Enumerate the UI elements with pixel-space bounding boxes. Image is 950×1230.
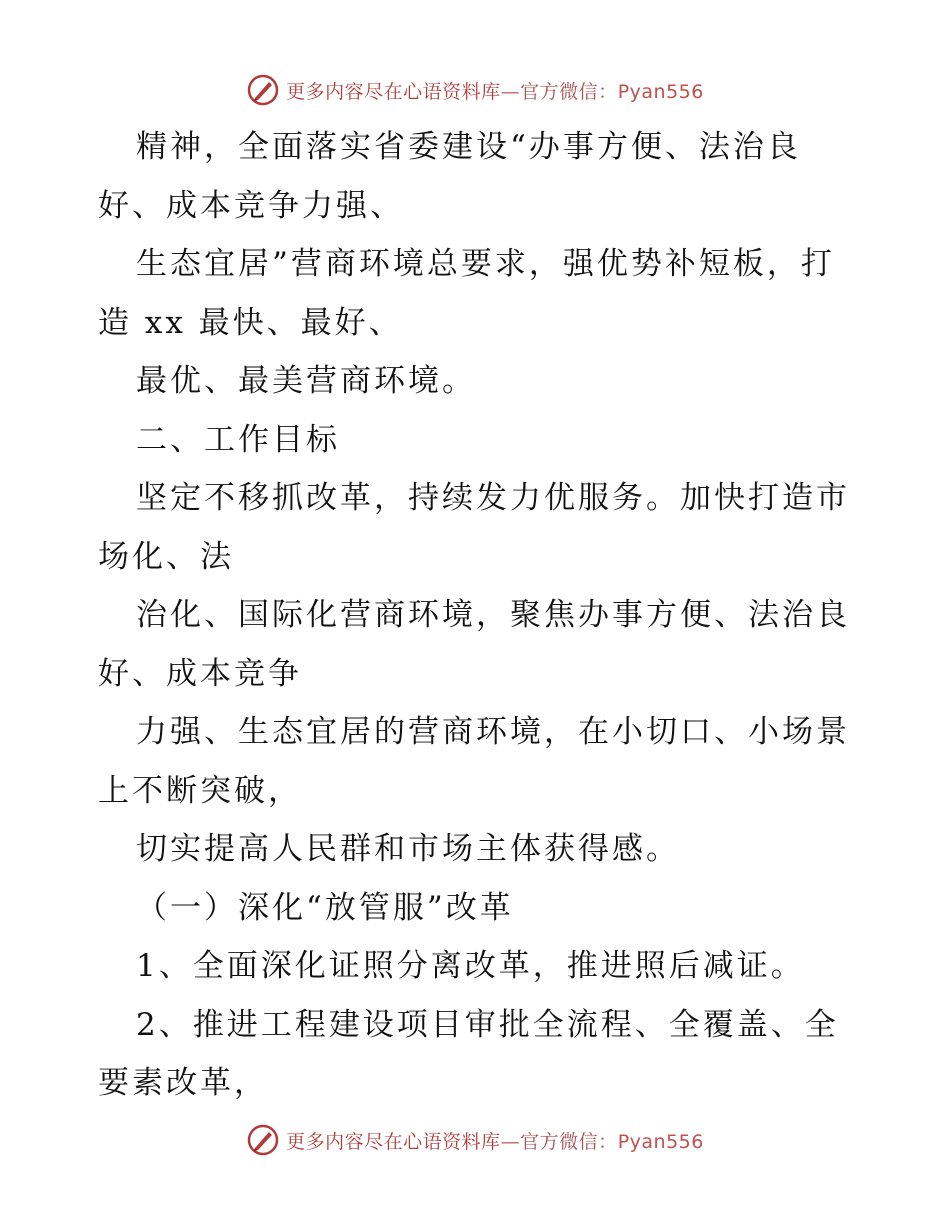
text-line-13: 切实提高人民群和市场主体获得感。 bbox=[136, 831, 680, 867]
watermark-wechat: 官方微信： bbox=[520, 1130, 618, 1153]
section-heading-work-goals: 二、工作目标 bbox=[136, 421, 340, 458]
text-line-2: 好、成本竞争力强、 bbox=[98, 187, 404, 224]
text-line-3: 生态宜居”营商环境总要求，强优势补短板，打 bbox=[136, 246, 835, 282]
footer-watermark bbox=[0, 1120, 950, 1160]
watermark-separator: — bbox=[500, 80, 521, 103]
header-watermark bbox=[0, 70, 950, 110]
watermark-id: Pyan556 bbox=[617, 1130, 704, 1153]
pen-circle-logo-icon bbox=[246, 73, 280, 107]
text-line-8: 场化、法 bbox=[98, 538, 234, 575]
list-item-1: 1、全面深化证照分离改革，推进照后减证。 bbox=[136, 948, 805, 984]
text-line-11: 力强、生态宜居的营商环境，在小切口、小场景 bbox=[136, 714, 850, 750]
text-line-4: 造 xx 最快、最好、 bbox=[98, 304, 403, 341]
text-line-12: 上不断突破， bbox=[98, 772, 302, 809]
watermark-main: 更多内容尽在心语资料库 bbox=[286, 80, 501, 103]
text-line-10: 好、成本竞争 bbox=[98, 655, 302, 692]
list-item-2-continued: 要素改革， bbox=[98, 1065, 268, 1101]
text-line-5: 最优、最美营商环境。 bbox=[136, 363, 476, 399]
text-line-1: 精神，全面落实省委建设“办事方便、法治良 bbox=[136, 129, 801, 165]
watermark-wechat: 官方微信： bbox=[520, 80, 618, 103]
subsection-heading-reform: （一）深化“放管服”改革 bbox=[136, 889, 514, 926]
pen-circle-logo-icon bbox=[246, 1123, 280, 1157]
text-line-9: 治化、国际化营商环境，聚焦办事方便、法治良 bbox=[136, 597, 850, 633]
list-item-2: 2、推进工程建设项目审批全流程、全覆盖、全 bbox=[136, 1006, 839, 1043]
watermark-id: Pyan556 bbox=[617, 80, 704, 103]
text-line-7: 坚定不移抓改革，持续发力优服务。加快打造市 bbox=[136, 480, 850, 516]
watermark-separator: — bbox=[500, 1130, 521, 1153]
watermark-main: 更多内容尽在心语资料库 bbox=[286, 1130, 501, 1153]
document-body bbox=[98, 118, 858, 1113]
watermark-text bbox=[286, 1127, 704, 1154]
watermark-text bbox=[286, 77, 704, 104]
